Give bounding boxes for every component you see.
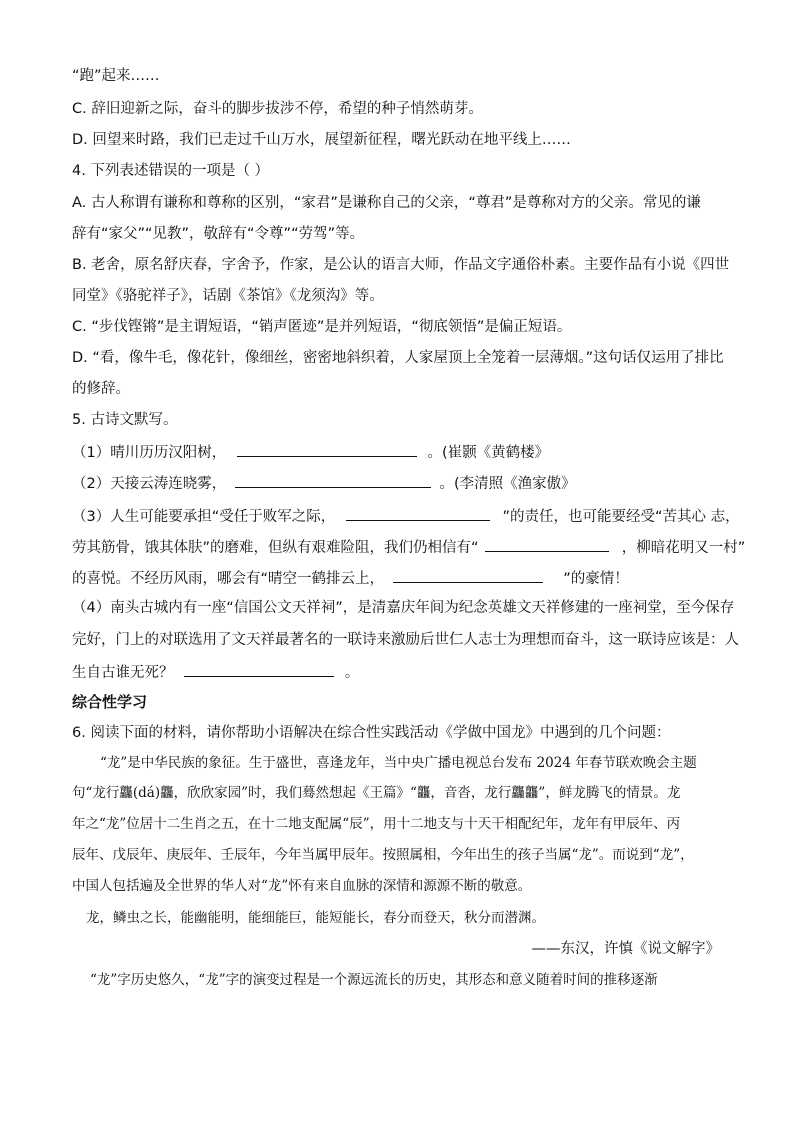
q5-item3-l1-prompt: （3）人生可能要承担“受任于败军之际， xyxy=(72,509,336,525)
q5-item3-line1 xyxy=(72,505,740,527)
q5-item2-blank[interactable] xyxy=(235,472,431,488)
q6-passage-line1: “龙”是中华民族的象征。生于盛世，喜逢龙年，当中央广播电视总台发布 2024 年春节联欢晚会主题 xyxy=(100,755,697,771)
q5-item4-l3-end: 。 xyxy=(344,665,360,681)
q3-option-d: D. 回望来时路，我们已走过千山万水，展望新征程，曙光跃动在地平线上…… xyxy=(72,132,571,148)
q5-item4-blank[interactable] xyxy=(184,661,334,677)
q5-item4-l3-prompt: 生自古谁无死？ xyxy=(72,665,174,681)
q5-item3-blank2[interactable] xyxy=(485,536,609,552)
section-title: 综合性学习 xyxy=(72,693,148,711)
q5-item1-blank[interactable] xyxy=(237,441,417,457)
q6-passage-line3: 年之“龙”位居十二生肖之五，在十二地支配属“辰”，用十二地支与十天干相配纪年，龙年有甲辰年、丙 xyxy=(72,816,681,832)
q6-passage-line2: 句“龙行龘(dá)龘，欣欣家园”时，我们蓦然想起《王篇》“龘，音沓，龙行龘龘”，鲜龙腾飞的情景。龙 xyxy=(72,785,681,801)
q5-item4-line2: 完好，门上的对联选用了文天祥最著名的一联诗来激励后世仁人志士为理想而奋斗，这一联诗应该是：人 xyxy=(72,632,739,648)
q5-item3-l3-prompt: 的喜悦。不经历风雨，哪会有“晴空一鹤排云上， xyxy=(72,571,385,587)
q5-item3-blank1[interactable] xyxy=(346,505,490,521)
q3-option-c: C. 辞旧迎新之际，奋斗的脚步拔涉不停，希望的种子悄然萌芽。 xyxy=(72,101,483,117)
q5-item3-l2-prompt: 劳其筋骨，饿其体肤”的磨难，但纵有艰难险阻，我们仍相信有“ xyxy=(72,540,479,556)
q6-passage2-line1: “龙”字历史悠久，“龙”字的演变过程是一个源远流长的历史，其形态和意义随着时间的推移逐渐 xyxy=(90,972,658,988)
q5-item4-line3 xyxy=(72,661,359,683)
q5-item3-line2 xyxy=(72,536,745,558)
q6-quote-source: ——东汉，许慎《说文解字》 xyxy=(531,941,720,957)
q5-item3-l3-rest: ”的豪情！ xyxy=(563,571,629,587)
q5-item3-line3 xyxy=(72,567,629,589)
q4-option-c: C. “步伐铿锵”是主谓短语，“销声匿迹”是并列短语，“彻底领悟”是偏正短语。 xyxy=(72,319,572,335)
q5-item3-l2-rest: ，柳暗花明又一村” xyxy=(621,540,746,556)
q4-option-d-line2: 的修辞。 xyxy=(72,381,130,397)
q4-option-b-line2: 同堂》《骆驼祥子》，话剧《茶馆》《龙须沟》等。 xyxy=(72,288,384,304)
q5-item1 xyxy=(72,441,549,463)
q4-option-a-line1: A. 古人称谓有谦称和尊称的区别，“家君”是谦称自己的父亲，“尊君”是尊称对方的父亲。常见的谦 xyxy=(72,195,701,211)
q4-option-a-line2: 辞有“家父”“见教”，敬辞有“令尊”“劳驾”等。 xyxy=(72,226,365,242)
q4-option-d-line1: D. “看，像牛毛，像花针，像细丝，密密地斜织着，人家屋顶上全笼着一层薄烟。”这句话仅运用了排比 xyxy=(72,350,724,366)
q5-item2-source: 。(李清照《渔家傲》 xyxy=(439,476,576,492)
q3-prev-line-end: “跑”起来…… xyxy=(72,68,160,84)
q4-stem: 4. 下列表述错误的一项是（ ） xyxy=(72,163,270,179)
q5-item3-l1-rest: ”的责任，也可能要经受“苦其心 志， xyxy=(502,509,740,525)
q5-stem: 5. 古诗文默写。 xyxy=(72,412,178,428)
q5-item3-blank3[interactable] xyxy=(393,567,543,583)
q5-item4-line1: （4）南头古城内有一座“信国公文天祥祠”，是清嘉庆年间为纪念英雄文天祥修建的一座祠堂，至今保存 xyxy=(72,600,735,616)
q5-item2-prompt: （2）天接云涛连晓雾， xyxy=(72,476,227,492)
q6-passage-line4: 辰年、戊辰年、庚辰年、壬辰年，今年当属甲辰年。按照属相，今年出生的孩子当属“龙”。而说到“龙”， xyxy=(72,847,694,863)
q5-item1-source: 。(崔颢《黄鹤楼》 xyxy=(427,445,550,461)
q6-passage-line5: 中国人包括遍及全世界的华人对“龙”怀有来自血脉的深情和源源不断的敬意。 xyxy=(72,878,532,894)
q6-quote: 龙，鳞虫之长，能幽能明，能细能巨，能短能长，春分而登天，秋分而潜渊。 xyxy=(86,910,545,926)
q6-stem: 6. 阅读下面的材料，请你帮助小语解决在综合性实践活动《学做中国龙》中遇到的几个问题： xyxy=(72,725,671,741)
q5-item2 xyxy=(72,472,576,494)
q4-option-b-line1: B. 老舍，原名舒庆春，字舍予，作家，是公认的语言大师，作品文字通俗朴素。主要作品有小说《四世 xyxy=(72,257,730,273)
q5-item1-prompt: （1）晴川历历汉阳树， xyxy=(72,445,227,461)
